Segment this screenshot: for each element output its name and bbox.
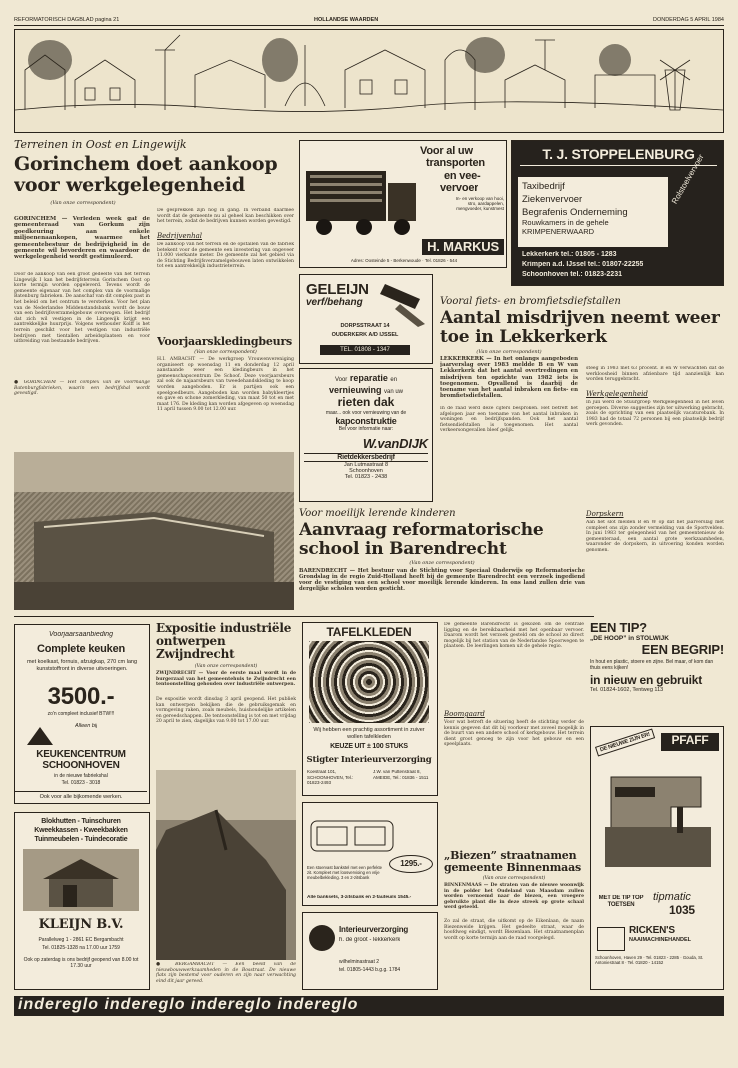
- footer-text: indereglo indereglo indereglo indereglo: [18, 996, 359, 1013]
- ad-addr2: J.W. van Puttenstraat 8, AMEIDE, Tel.: 01836 - 1511: [373, 769, 429, 780]
- article-kledingbeurs: [157, 336, 294, 446]
- ad-kleijn: [14, 812, 150, 990]
- ad-line1: Voor al uw: [420, 145, 473, 157]
- masthead-left: REFORMATORISCH DAGBLAD pagina 21: [14, 17, 120, 23]
- ad-addr: in de nieuwe fabriekshal: [54, 773, 108, 779]
- ad-name2: verf/behang: [306, 297, 363, 308]
- ad-a: „DE HOOP” in STOLWIJK: [590, 635, 669, 642]
- ad-keukencentrum: [14, 624, 150, 804]
- photo-bergambacht: [156, 770, 296, 960]
- article-lead: LEKKERKERK — In het onlangs aangeboden jaarverslag over 1983 meldde B en W van Lekkerkerk dat het aantal overtredingen en misdrijven ten opzichte van 1982 iets is toegenomen. Opvallend is daarbij de toename van het aantal inbraken en fiets- en bromfietsdiefstallen.: [440, 356, 578, 400]
- article-body: De gemeente Barendrecht is gekozen om de centrale ligging en de bereikbaarheid met het openbaar vervoer. Daarom wordt het verzoek gesteld om de school zo direct mogelijk bij het station van de Nederlandse Spoorwegen te plaatsen. De leerlingen komen uit de gehele regio.: [444, 622, 584, 650]
- ad-line4: vervoer: [440, 182, 479, 194]
- article-kicker: Vooral fiets- en bromfietsdiefstallen: [440, 296, 621, 307]
- ad-title: Complete keuken: [36, 643, 126, 655]
- ad-title: TAFELKLEDEN: [326, 625, 412, 639]
- ad-q: EEN TIP?: [590, 620, 647, 635]
- ad-addr: DORPSSTRAAT 14: [340, 323, 390, 329]
- article-byline: (Van onze correspondent): [194, 664, 258, 669]
- ad-l3: en: [390, 377, 398, 383]
- ad-price: 1295.-: [389, 855, 433, 873]
- ad-desc: In hout en plastic, stoere en zijne. Bel maar, of kom dan thuis eens kijken!: [590, 659, 714, 671]
- ad-tag: Voorjaarsaanbieding: [49, 631, 113, 638]
- ad-tel: Tel. 01823 - 2438: [344, 474, 388, 480]
- logo-g-icon: [309, 925, 335, 951]
- article-lead: GORINCHEM — Verleden week gaf de gemeenteraad van Gorkum zijn goedkeuring aan enkele miljoenenaankopen, waarmee het gemeentebestuur de bedrijvigheid in de gemeente wil bevorderen en waardoor de werkgelegenheid wordt gestimuleerd.: [14, 216, 150, 261]
- sewing-machine-icon: [601, 767, 715, 887]
- ad-price: 3500.-: [47, 683, 115, 710]
- ad-item-taxi: Taxibedrijf: [522, 181, 565, 192]
- masthead-right: DONDERDAG 5 APRIL 1984: [652, 17, 724, 23]
- ad-bankstel: [302, 802, 438, 906]
- article-body-3: In juli werd de Stuurgroep Werkgelegenheid in het leven geroepen. Diverse suggesties zijn ter uitwerking gebracht, zoals de oprichting van een plaatselijk vacaturebank. In 1983 had de totaal 72 personen bij een plaatselijk bedrijf werk gevonden.: [586, 400, 724, 428]
- article-barendrecht-body: [444, 622, 584, 838]
- article-lead: BINNENMAAS — De straten van de nieuwe woonwijk in de polder het Oudeland van Maasdam zullen worden vernoemd naar de biezen, een vroegere gebruikte plant die in deze streek op grote schaal werd geteeld.: [444, 883, 584, 911]
- article-subhead: Boomgaard: [444, 710, 485, 718]
- ad-name2: SCHOONHOVEN: [42, 760, 120, 771]
- masthead-center: HOLLANDSE WAARDEN: [314, 17, 379, 23]
- ad-num: 1035: [669, 903, 695, 917]
- ad-l2: reparatie: [349, 373, 388, 383]
- article-headline: Aantal misdrijven neemt weer toe in Lekkerkerk: [440, 308, 720, 347]
- ad-addr1: Koestraat 101, SCHOONHOVEN, Tel.: 01823-2493: [307, 769, 354, 785]
- article-caption: ● GORINCHEM — Het complex van de voormalige Batenburgfabrieken, waarin een bedrijfshal wordt gevestigd.: [14, 380, 150, 397]
- ad-line3: en vee-: [444, 170, 481, 182]
- photo-batenburg-complex: [14, 452, 294, 610]
- ad-b: EEN BEGRIP!: [641, 642, 724, 657]
- article-subhead: Bedrijvenhal: [157, 232, 203, 240]
- article-lead: BARENDRECHT — Het bestuur van de Stichting voor Speciaal Onderwijs op Reformatorische Grondslag in de regio Zuid-Holland heeft bij de gemeente Barendrecht een verzoek ingediend voor de vestiging van een school voor moeilijk lerende kinderen. In ons land zullen drie van dergelijke scholen worden gesticht.: [299, 568, 585, 593]
- article-kicker: Voor moeilijk lerende kinderen: [299, 508, 456, 519]
- ad-tag: DE NIEUWE ZIJN ER!: [595, 728, 655, 756]
- article-byline: (Van onze correspondent): [50, 200, 116, 206]
- ad-addr: Schoonhoven, Haven 29 · Tel. 01823 - 2285 · Gouda, St. Antoniestraat 8 · Tel. 01820 - 14152: [595, 955, 704, 966]
- article-body-2: steeg in 1983 met 63 procent. B en W verwachten dat de werkloosheid binnen afzienbare tijd aanzienlijk kan worden teruggebracht.: [586, 366, 724, 383]
- ad-addr: wilhelminastraat 2: [339, 959, 380, 965]
- ad-small: In- en verkoop van hooi, stro, aardappelen, mengvoeder, kunstmest: [455, 196, 504, 212]
- ad-tel: Tel. 01825-1328 na 17.00 uur 1759: [42, 945, 120, 951]
- ad-een-tip: [590, 620, 724, 720]
- article-body-4: Aan het slot melden B en W op dat het jaarverslag met compleet ons zijn zonder vermelding van de Sportvelden. In juni 1983 ter gelegenheid van het gemeentenieuw de gemeenteraad, een aantal grote werkzaamheden, waaronder de dorpskern, in uitvoering konden worden genomen.: [586, 520, 724, 553]
- ad-phone-lekkerkerk: Lekkerkerk tel.: 01805 - 1283: [522, 251, 617, 258]
- ad-tel: Tel. 01824-1602, Tentweg 113: [590, 687, 664, 693]
- article-byline: (Van onze correspondent): [409, 560, 475, 566]
- ad-city: OUDERKERK A/D IJSSEL: [331, 332, 399, 338]
- ad-note: Ook op zaterdag is ons bedrijf geopend van 8.00 tot 17.30 uur: [23, 957, 139, 969]
- ad-interieur: [302, 912, 438, 990]
- ad-name1: GELEIJN: [306, 281, 369, 298]
- ad-tafelkleden: [302, 622, 438, 796]
- ad-name: KLEIJN B.V.: [38, 917, 124, 932]
- article-body: Door de aankoop van een groot gedeelte van het terrein Lingewijk I kan het bedrijfsterrein Gorinchem Oost op korte termijn worden opgeleverd. Tevens wordt de gemeente eigenaar van het complex van de voormalige Batenburg fabrieken. De aanschaf van dit complex past in het beleid om het centrum te versterken. Voor het plan van de Nederlandse Middenstandsbank wordt de bouw van een bedrijfsverzamelgebouw overwogen. Het bedrijf dat zich wil vestigen in de Lingewijk krijgt een aantrekkelijke huurprijs. Volgens wethouder Kolff is het terrein geschikt voor het vestigen van industriële bedrijven met tientallen arbeidsplaatsen en voor uitbreiding van bestaande bedrijven.: [14, 272, 150, 345]
- ad-phone-krimpen: Krimpen a.d. IJssel tel.: 01807-22255: [522, 261, 644, 268]
- ad-l1: Voor: [334, 377, 348, 383]
- article-body-2: De gesprekken zijn nog in gang. In verband daarmee wordt dat de gemeente nu al geheel kan beschikken over het terrein, zodat de bedrijven kunnen worden gevestigd.: [157, 208, 294, 225]
- ad-model: tipmatic: [653, 891, 691, 903]
- footer-banner: [14, 996, 724, 1016]
- ad-text: Een stoervast bankstel met een perfekte zit. Kompleet met loosvervioing en vrije meubelbekleding. 3 en 2-zitsbank: [307, 865, 382, 880]
- ad-logo: W.vanDIJK: [362, 436, 428, 451]
- article-kicker: Terreinen in Oost en Lingewijk: [14, 138, 187, 151]
- ad-phone-schoonhoven: Schoonhoven tel.: 01823-2231: [522, 271, 622, 278]
- ad-items: [518, 177, 668, 247]
- ad-sub: NAAIMACHINEHANDEL: [629, 937, 692, 943]
- ad-geleijn: [299, 274, 433, 364]
- article-subhead: Werkgelegenheid: [586, 390, 648, 398]
- ad-stoppelenburg: [511, 140, 724, 286]
- ad-price: KEUZE UIT ± 100 STUKS: [330, 743, 408, 750]
- article-byline: (Van onze correspondent): [194, 350, 257, 355]
- article-headline: Gorinchem doet aankoop voor werkgelegenheid: [14, 153, 278, 196]
- carpet-pattern: [309, 641, 429, 723]
- ad-item-begrafenis: Begrafenis Onderneming: [522, 207, 628, 218]
- ad-l4: vernieuwing: [328, 385, 382, 395]
- article-headline: Voorjaarskledingbeurs: [157, 336, 293, 348]
- ad-name: Rietdekkersbedrijf: [304, 453, 428, 462]
- ad-addr: Adres: Oosteinde 5 - Berkenwoude · Tel. 01826 - 544: [350, 258, 458, 263]
- ad-tel: Tel. 01823 - 3018: [61, 780, 101, 786]
- article-body-3: De aankoop van het terrein en de opstallen van de fabriek betekent voor de gemeente een investering van ongeveer 11.000 vierkante meter. De gemeente zal het gebied via de Stichting Bedrijfsverzamelgebouwen laten ontwikkelen tot een aantrekkelijk industrieterrein.: [157, 242, 294, 270]
- ad-badge: Alleen bij: [75, 723, 98, 729]
- article-headline: Expositie industriële ontwerpen Zwijndrecht: [156, 622, 292, 661]
- ad-city: Schoonhoven: [349, 468, 383, 474]
- kitchen-logo-icon: [25, 725, 55, 747]
- ad-l9: Bel voor informatie naar:: [338, 426, 394, 432]
- article-zwijndrecht: [156, 622, 296, 992]
- ad-line2: transporten: [426, 157, 485, 169]
- article-caption: ● BERGAMBACHT — Een beeld van de nieuwbouwwerkzaamheden in de Bosstraat. De nieuwe flats zijn bestemd voor ouderen en zijn naar verwachting eind dit jaar gereed.: [156, 962, 296, 984]
- masthead: [14, 16, 724, 26]
- ad-tip: MET DE TIP TOP TOETSEN: [598, 895, 644, 908]
- article-barendrecht: [299, 508, 585, 618]
- article-byline: (Van onze correspondent): [476, 349, 542, 355]
- ad-brand: PFAFF: [661, 733, 719, 751]
- ad-side: Rolstoelvervoer: [670, 152, 706, 206]
- ad-item-ziekenvervoer: Ziekenvervoer: [522, 194, 583, 205]
- ad-title: Blokhutten - Tuinschuren Kweekkassen - Kweekbakken Tuinmeubelen - Tuindecoratie: [34, 818, 128, 843]
- ad-addr: Parallelweg 1 - 2861 EC Bergambacht: [38, 937, 124, 943]
- article-body: De expositie wordt dinsdag 3 april geopend. Het publiek kan ontwerpen bekijken die de gebruiksgemak en vormgeving raken, zoals meubels, huishoudelijke artikelen en gereedschappen. De tentoonstelling is tot en met vrijdag 20 april te zien, dagelijks van 9.00 tot 17.00 uur.: [156, 697, 296, 725]
- article-headline: „Biezen” straatnamen gemeente Binnenmaas: [444, 850, 581, 874]
- ad-tel: TEL. 01808 - 1347: [320, 345, 410, 355]
- article-body: H.I. AMBACHT — De werkgroep Vrouwenvereniging organiseert op woensdag 11 en donderdag 12 april aanstaande weer een kledingbeurs in het gemeenschapscentrum De Schoof. Deze voorjaarsbeurs zal ook de najaarsbeurs van tweedehandskleding te koop worden aangeboden. Er is partijen ook een speelgoedbeurs. Aangeboden kan worden babykleertjes en gave en schone zomerkleding, van maat 50 tot en met maat 176. De kleding kan worden afgegeven op woensdag 11 april tussen 9.00 tot 12.00 uur.: [157, 357, 294, 413]
- ad-item-rouwkamers: Rouwkamers in de gehele KRIMPENERWAARD: [522, 218, 609, 236]
- ad-name1: KEUKENCENTRUM: [36, 749, 126, 760]
- ad-headline-row: [304, 373, 428, 408]
- factory-illustration: [14, 452, 294, 610]
- article-body-2: Voor wat betreft de situering heeft de stichting verder de kennis gegeven dat dit bij voorkeur met zoveel mogelijk in de buurt van een andere school of kerkgebouw. Het terrein dient groot genoeg te zijn voor het gebouw en een speelplaats.: [444, 720, 584, 748]
- article-binnenmaas: [444, 850, 584, 990]
- ad-name: RICKEN'S: [629, 925, 675, 936]
- ad-bottom: Ook voor alle bijkomende werken.: [15, 791, 147, 800]
- ad-tel: tel. 01805-1443 b.g.g. 1784: [339, 967, 401, 973]
- sofa-icon: [307, 807, 397, 863]
- ad-sub: Wij hebben een prachtig assortiment in zuiver wollen tafelkleden: [313, 727, 425, 740]
- ad-l6: rieten dak: [337, 395, 395, 409]
- truck-icon: [304, 161, 418, 246]
- ad-big: in nieuw en gebruikt: [590, 673, 703, 687]
- ad-l2: h. de groot - lekkerkerk: [339, 937, 401, 943]
- article-subhead-2: Dorpskern: [586, 510, 624, 518]
- article-headline: Aanvraag reformatorische school in Barendrecht: [299, 520, 544, 559]
- article-body: Zo zal de straat, die uitkomt op de Eikenlaan, de naam Biezenweide krijgen. Het gedeelte straat, waar de hoofdweg eindigt, wordt Biezenlaan. Het straatnamenplan wordt op korte termijn aan de raad voorgelegd.: [444, 919, 584, 941]
- ad-name: Stigter Interieurverzorging: [306, 755, 432, 765]
- ad-note: zo'n compleet inclusief BTW!!!: [47, 711, 115, 717]
- article-lead: ZWIJNDRECHT — Voor de eerste maal wordt in de burgerzaal van het gemeentehuis te Zwijndrecht een tentoonstelling gehouden over industriële ontwerpen.: [156, 671, 296, 688]
- ad-addr: Jan Lutmastraat 8: [343, 462, 389, 468]
- ad-l1: Interieurverzorging: [339, 925, 409, 934]
- ad-bottom: Alle banksets, 3-zitsbank en 2-fauteuils 1545.-: [307, 895, 412, 900]
- article-byline: (Van onze correspondent): [482, 876, 546, 881]
- cabin-photo: [23, 849, 139, 911]
- ad-pfaff: [590, 726, 724, 990]
- paintbrush-icon: [380, 279, 430, 329]
- village-sketch: [15, 30, 723, 132]
- ad-l5: van uw: [384, 389, 404, 395]
- article-body: In de raad werd deze cijfers besproken. Het betreft het afgelopen jaar een toename van het aantal inbraken in woningen en bedrijfspanden. Ook het aantal fietsendiefstallen is toegenomen. Het aantal verkeersongevallen bleef gelijk.: [440, 406, 578, 434]
- pfaff-logo-icon: [597, 927, 625, 951]
- ad-vandijk: [299, 368, 433, 502]
- ad-l8: kapconstruktie: [335, 416, 397, 426]
- ad-title: T. J. STOPPELENBURG: [520, 146, 717, 166]
- illustration-banner: [14, 29, 724, 133]
- ad-desc: met koelkast, fornuis, afzuigkap, 270 cm lang kunststoffront in diverse uitvoeringen.: [26, 659, 138, 672]
- ad-name: H. MARKUS: [422, 239, 504, 255]
- ad-l7: maar... ook voor vernieuwing van de: [325, 410, 407, 416]
- ad-markus: [299, 140, 507, 268]
